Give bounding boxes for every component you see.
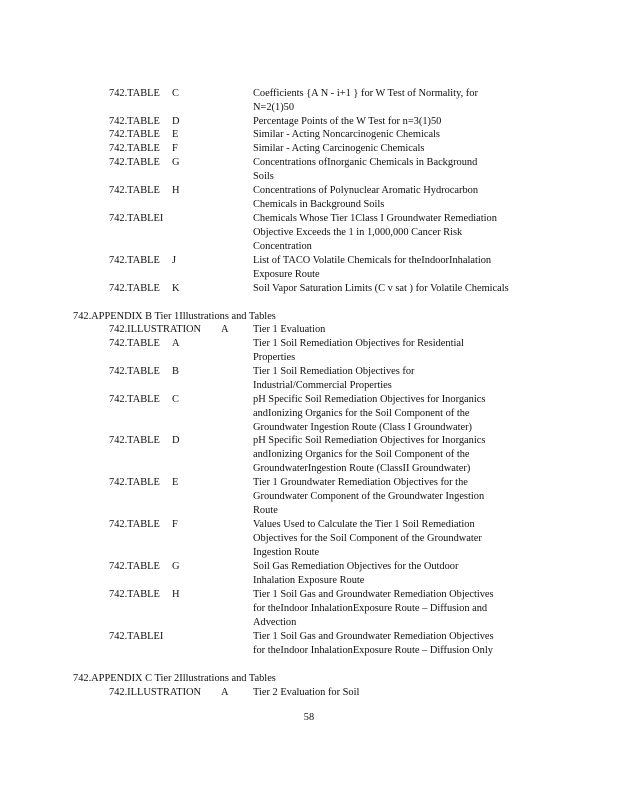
description-line: for theIndoor InhalationExposure Route – Diffusion and [253, 602, 488, 614]
entry-letter: C [172, 88, 179, 99]
entry-description [253, 518, 543, 559]
description-line: Tier 1 Soil Remediation Objectives for [253, 366, 415, 377]
entry-letter: A [221, 687, 229, 698]
entry-description [253, 686, 543, 700]
entry-letter: A [172, 338, 180, 349]
entry-letter: B [172, 366, 179, 377]
entry-description [253, 393, 543, 434]
description-line: Soil Vapor Saturation Limits (C v sat ) for Volatile Chemicals [253, 283, 509, 294]
entry-description [253, 87, 543, 115]
description-line: N=2(1)50 [253, 101, 295, 113]
entry-letter: G [172, 561, 180, 572]
entry-letter: E [172, 477, 179, 488]
description-line: Objective Exceeds the 1 in 1,000,000 Cancer Risk [253, 226, 463, 238]
description-line: Tier 1 Groundwater Remediation Objectives for the [253, 477, 468, 488]
entry-description [253, 560, 543, 588]
entry-letter: E [172, 129, 179, 140]
description-line: Similar - Acting Carcinogenic Chemicals [253, 143, 425, 154]
entry-description [253, 588, 543, 629]
entry-ref: 742.TABLE [109, 519, 160, 530]
description-line: Tier 1 Soil Remediation Objectives for Residential [253, 338, 464, 349]
entry-ref: 742.TABLE [109, 116, 160, 127]
entry-description [253, 476, 543, 517]
description-line: Exposure Route [253, 268, 320, 280]
description-line: Soil Gas Remediation Objectives for the Outdoor [253, 561, 459, 572]
entry-ref: 742.ILLUSTRATION [109, 687, 202, 698]
description-line: Route [253, 504, 278, 516]
entry-description [253, 434, 543, 475]
description-line: Ingestion Route [253, 546, 320, 558]
description-line: andIonizing Organics for the Soil Component of the [253, 407, 470, 419]
entry-ref: 742.TABLE [109, 477, 160, 488]
description-line: List of TACO Volatile Chemicals for theIndoorInhalation [253, 255, 492, 266]
description-line: Objectives for the Soil Component of the Groundwater [253, 532, 482, 544]
entry-letter: C [172, 394, 179, 405]
entry-letter: A [221, 324, 229, 335]
entry-letter: F [172, 519, 178, 530]
entry-description [253, 337, 543, 365]
entry-letter: G [172, 157, 180, 168]
description-line: Tier 2 Evaluation for Soil [253, 687, 360, 698]
entry-ref: 742.TABLE [109, 394, 160, 405]
description-line: Values Used to Calculate the Tier 1 Soil Remediation [253, 519, 475, 530]
entry-letter: J [172, 255, 177, 266]
entry-letter: F [172, 143, 178, 154]
entry-description [253, 142, 543, 156]
description-line: Chemicals Whose Tier 1Class I Groundwater Remediation [253, 213, 497, 224]
entry-ref: 742.TABLEI [109, 631, 164, 642]
entry-ref: 742.TABLE [109, 143, 160, 154]
entry-ref: 742.TABLE [109, 157, 160, 168]
entry-description [253, 156, 543, 184]
description-line: Chemicals in Background Soils [253, 198, 385, 210]
entry-description [253, 128, 543, 142]
section-heading: 742.APPENDIX B Tier 1Illustrations and Tables [73, 311, 276, 322]
description-line: Inhalation Exposure Route [253, 574, 365, 586]
entry-letter: H [172, 185, 180, 196]
entry-description [253, 254, 543, 282]
page-number: 58 [303, 712, 315, 723]
entry-ref: 742.TABLE [109, 88, 160, 99]
description-line: Groundwater Component of the Groundwater Ingestion [253, 490, 485, 502]
description-line: Tier 1 Evaluation [253, 324, 326, 335]
description-line: Tier 1 Soil Gas and Groundwater Remediation Objectives [253, 631, 494, 642]
entry-description [253, 184, 543, 212]
entry-ref: 742.TABLE [109, 255, 160, 266]
description-line: Soils [253, 170, 274, 182]
entry-letter: D [172, 116, 180, 127]
entry-letter: D [172, 435, 180, 446]
description-line: Industrial/Commercial Properties [253, 379, 392, 391]
entry-ref: 742.TABLE [109, 338, 160, 349]
entry-description [253, 212, 543, 253]
description-line: pH Specific Soil Remediation Objectives for Inorganics [253, 394, 486, 405]
description-line: Advection [253, 616, 297, 628]
entry-ref: 742.TABLE [109, 589, 160, 600]
entry-ref: 742.TABLEI [109, 213, 164, 224]
description-line: Percentage Points of the W Test for n=3(1)50 [253, 116, 442, 127]
description-line: Concentrations of Polynuclear Aromatic Hydrocarbon [253, 185, 479, 196]
description-line: Properties [253, 351, 296, 363]
description-line: andIonizing Organics for the Soil Component of the [253, 448, 470, 460]
entry-ref: 742.TABLE [109, 435, 160, 446]
description-line: Groundwater Ingestion Route (Class I Groundwater) [253, 421, 473, 433]
entry-description [253, 323, 543, 337]
description-line: for theIndoor InhalationExposure Route – Diffusion Only [253, 644, 493, 656]
entry-ref: 742.TABLE [109, 129, 160, 140]
entry-description [253, 630, 543, 658]
entry-ref: 742.TABLE [109, 283, 160, 294]
entry-ref: 742.TABLE [109, 185, 160, 196]
description-line: Tier 1 Soil Gas and Groundwater Remediation Objectives [253, 589, 494, 600]
description-line: Coefficients {A N - i+1 } for W Test of Normality, for [253, 88, 478, 99]
entry-description [253, 282, 543, 296]
description-line: Similar - Acting Noncarcinogenic Chemicals [253, 129, 440, 140]
entry-ref: 742.ILLUSTRATION [109, 324, 202, 335]
description-line: Concentration [253, 240, 312, 252]
entry-description [253, 365, 543, 393]
entry-ref: 742.TABLE [109, 561, 160, 572]
entry-ref: 742.TABLE [109, 366, 160, 377]
section-heading: 742.APPENDIX C Tier 2Illustrations and Tables [73, 673, 276, 684]
description-line: pH Specific Soil Remediation Objectives for Inorganics [253, 435, 486, 446]
description-line: GroundwaterIngestion Route (ClassII Groundwater) [253, 462, 471, 474]
entry-description [253, 115, 543, 129]
entry-letter: H [172, 589, 180, 600]
entry-letter: K [172, 283, 180, 294]
description-line: Concentrations ofInorganic Chemicals in Background [253, 157, 478, 168]
